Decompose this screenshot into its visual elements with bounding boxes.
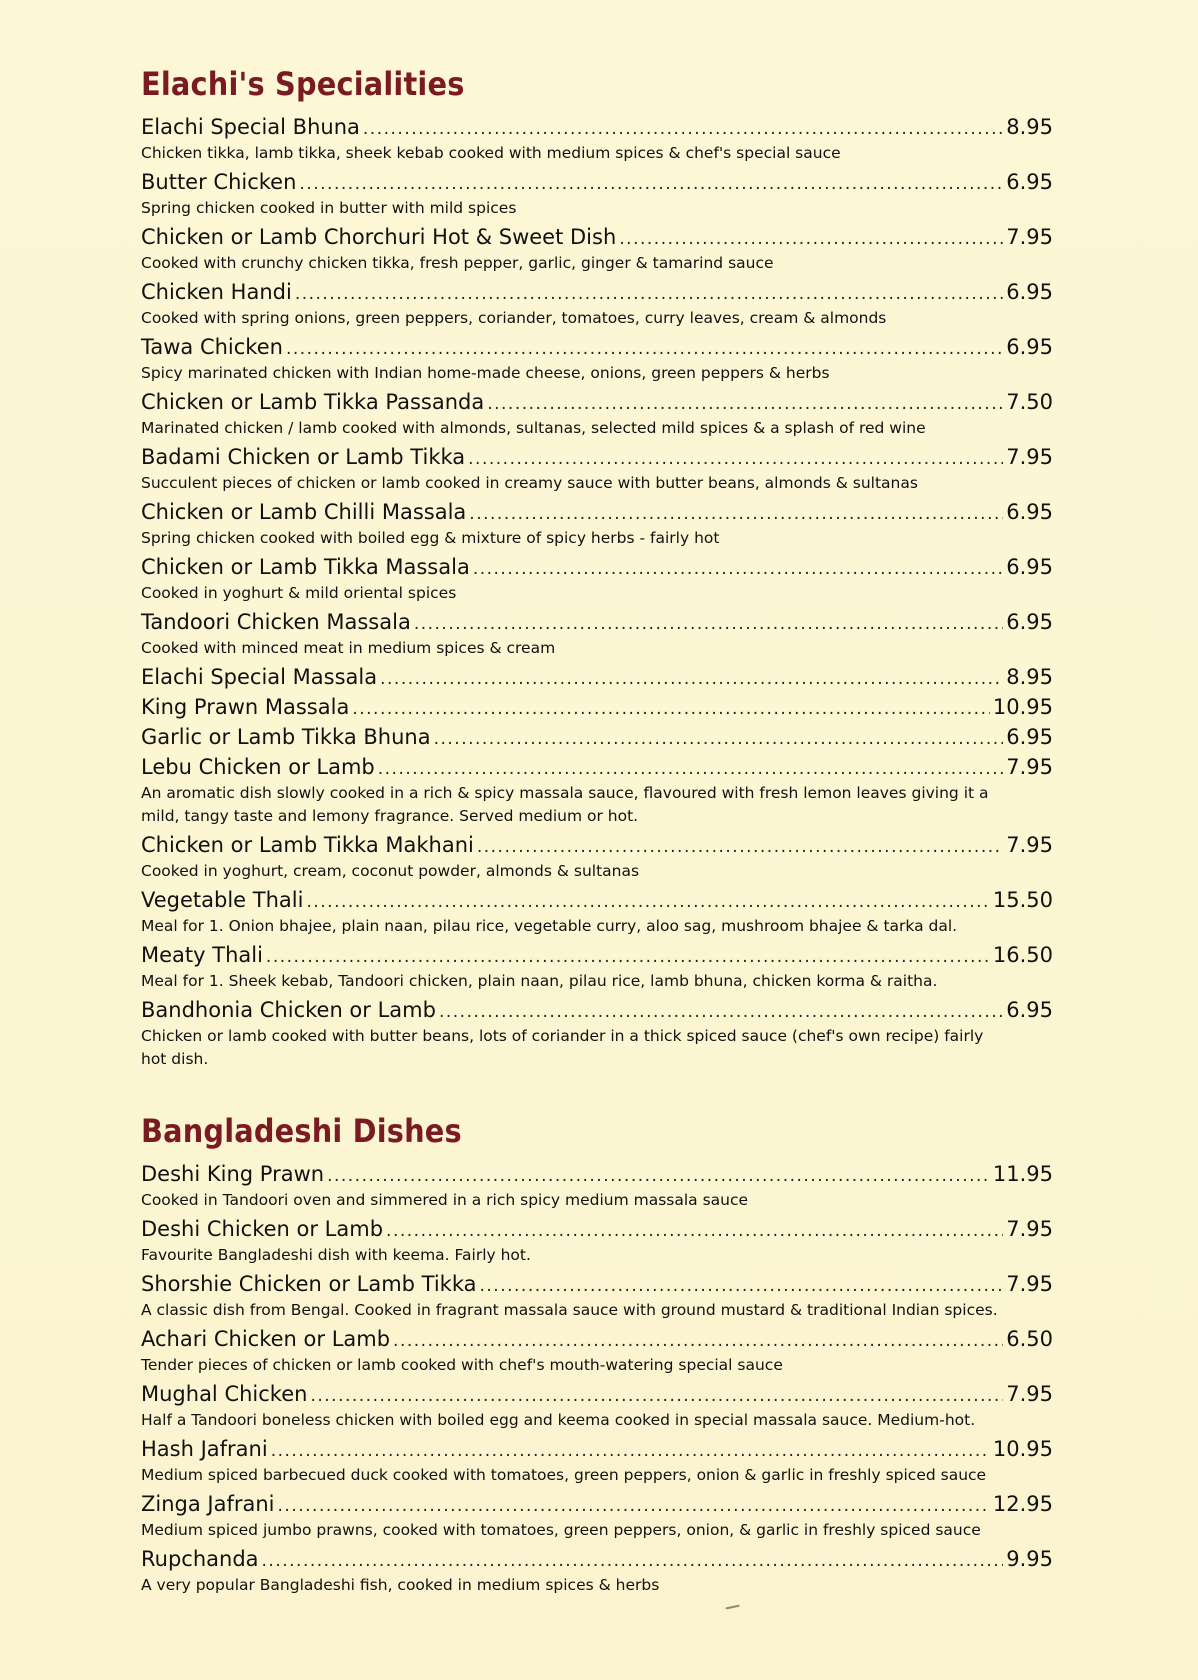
- dish-price: 16.50: [992, 943, 1053, 967]
- dot-leader: [477, 832, 1003, 862]
- dot-leader: [295, 279, 1003, 309]
- menu-item: [141, 1324, 1053, 1377]
- dish-name: Elachi Special Bhuna: [141, 115, 360, 139]
- dish-description: Cooked in yoghurt, cream, coconut powder, almonds & sultanas: [141, 862, 640, 880]
- dish-description: Spring chicken cooked with boiled egg & mixture of spicy herbs - fairly hot: [141, 529, 720, 547]
- menu-item-row: [141, 752, 1053, 782]
- dot-leader: [299, 169, 1003, 199]
- dish-name: Elachi Special Massala: [141, 665, 378, 689]
- dish-name: Lebu Chicken or Lamb: [141, 755, 375, 779]
- dish-name: Hash Jafrani: [141, 1437, 268, 1461]
- menu-item-row: [141, 167, 1053, 197]
- dish-price: 11.95: [992, 1162, 1053, 1186]
- menu-item-row: [141, 940, 1053, 970]
- menu-item-row: [141, 497, 1053, 527]
- menu-item-row: [141, 1269, 1053, 1299]
- dish-description: Medium spiced barbecued duck cooked with tomatoes, green peppers, onion & garlic in freshly spiced sauce: [141, 1466, 987, 1484]
- dot-leader: [310, 1381, 1003, 1411]
- dish-name: Deshi King Prawn: [141, 1162, 325, 1186]
- dot-leader: [286, 334, 1003, 364]
- dish-name: Vegetable Thali: [141, 888, 304, 912]
- dot-leader: [386, 1216, 1003, 1246]
- dish-name: Tandoori Chicken Massala: [141, 610, 411, 634]
- dish-price: 12.95: [992, 1492, 1053, 1516]
- menu-item-row: [141, 1544, 1053, 1574]
- dish-price: 15.50: [992, 888, 1053, 912]
- menu-item-row: [141, 1489, 1053, 1519]
- menu-item: [141, 830, 1053, 883]
- dot-leader: [619, 224, 1003, 254]
- dish-description: Marinated chicken / lamb cooked with almonds, sultanas, selected mild spices & a splash of red wine: [141, 419, 926, 437]
- menu-item: [141, 387, 1053, 440]
- dot-leader: [434, 724, 1004, 754]
- dish-description: Meal for 1. Sheek kebab, Tandoori chicken, plain naan, pilau rice, lamb bhuna, chicken korma & raitha.: [141, 972, 938, 990]
- dish-price: 6.95: [1006, 998, 1053, 1022]
- dish-name: Chicken or Lamb Tikka Passanda: [141, 390, 485, 414]
- menu-item: [141, 752, 1053, 828]
- dish-name: Chicken or Lamb Tikka Makhani: [141, 833, 474, 857]
- menu-item: [141, 1159, 1053, 1212]
- menu-item-row: [141, 830, 1053, 860]
- dish-price: 10.95: [992, 695, 1053, 719]
- dish-description: Cooked in Tandoori oven and simmered in a rich spicy medium massala sauce: [141, 1191, 749, 1209]
- dot-leader: [393, 1326, 1003, 1356]
- dish-name: Garlic or Lamb Tikka Bhuna: [141, 725, 431, 749]
- menu-item-row: [141, 1434, 1053, 1464]
- menu-item: [141, 607, 1053, 660]
- dish-price: 6.95: [1006, 280, 1053, 304]
- dish-price: 10.95: [992, 1437, 1053, 1461]
- dot-leader: [473, 554, 1003, 584]
- menu-item: [141, 662, 1053, 692]
- dish-description: Succulent pieces of chicken or lamb cooked in creamy sauce with butter beans, almonds & sultanas: [141, 474, 918, 492]
- menu-item-row: [141, 1324, 1053, 1354]
- dish-price: 8.95: [1006, 665, 1053, 689]
- menu-item-row: [141, 332, 1053, 362]
- menu-item-row: [141, 1214, 1053, 1244]
- dish-price: 7.95: [1006, 445, 1053, 469]
- dish-price: 6.95: [1006, 610, 1053, 634]
- dish-price: 7.95: [1006, 755, 1053, 779]
- menu-item: [141, 995, 1053, 1071]
- dish-name: King Prawn Massala: [141, 695, 350, 719]
- menu-item-row: [141, 722, 1053, 752]
- dish-description: A classic dish from Bengal. Cooked in fragrant massala sauce with ground mustard & traditional Indian spices.: [141, 1301, 998, 1319]
- menu-item: [141, 1544, 1053, 1597]
- dish-name: Badami Chicken or Lamb Tikka: [141, 445, 466, 469]
- dish-description: An aromatic dish slowly cooked in a rich & spicy massala sauce, flavoured with fresh lemon leaves giving it a mild, tangy taste and lemony fragrance. Served medium or hot.: [141, 784, 989, 825]
- dish-price: 6.95: [1006, 725, 1053, 749]
- dish-description: Cooked in yoghurt & mild oriental spices: [141, 584, 457, 602]
- menu-item: [141, 497, 1053, 550]
- menu-item: [141, 1269, 1053, 1322]
- menu-item-row: [141, 692, 1053, 722]
- dish-description: Spring chicken cooked in butter with mild spices: [141, 199, 517, 217]
- menu-item: [141, 1489, 1053, 1542]
- dot-leader: [468, 444, 1003, 474]
- menu-item: [141, 222, 1053, 275]
- dot-leader: [266, 942, 990, 972]
- menu-item: [141, 332, 1053, 385]
- menu-item: [141, 112, 1053, 165]
- dish-name: Meaty Thali: [141, 943, 263, 967]
- dish-description: Chicken or lamb cooked with butter beans, lots of coriander in a thick spiced sauce (chef's own recipe) fairly hot dish.: [141, 1027, 984, 1068]
- menu-item: [141, 277, 1053, 330]
- menu-item-row: [141, 112, 1053, 142]
- menu-item-row: [141, 277, 1053, 307]
- dish-price: 7.95: [1006, 1272, 1053, 1296]
- dish-name: Zinga Jafrani: [141, 1492, 275, 1516]
- dish-name: Shorshie Chicken or Lamb Tikka: [141, 1272, 477, 1296]
- menu-item-row: [141, 442, 1053, 472]
- menu-item-row: [141, 995, 1053, 1025]
- menu-section: [141, 1109, 1053, 1597]
- dish-description: A very popular Bangladeshi fish, cooked in medium spices & herbs: [141, 1576, 660, 1594]
- dish-name: Mughal Chicken: [141, 1382, 308, 1406]
- dish-name: Butter Chicken: [141, 170, 297, 194]
- dish-name: Tawa Chicken: [141, 335, 283, 359]
- dish-price: 7.95: [1006, 1382, 1053, 1406]
- menu-item: [141, 552, 1053, 605]
- dish-name: Deshi Chicken or Lamb: [141, 1217, 384, 1241]
- dish-name: Bandhonia Chicken or Lamb: [141, 998, 436, 1022]
- dot-leader: [278, 1491, 990, 1521]
- dot-leader: [414, 609, 1003, 639]
- menu-content: [141, 62, 1053, 1599]
- menu-section: [141, 62, 1053, 1071]
- dish-description: Spicy marinated chicken with Indian home-made cheese, onions, green peppers & herbs: [141, 364, 830, 382]
- menu-item: [141, 1214, 1053, 1267]
- menu-item-row: [141, 662, 1053, 692]
- menu-item: [141, 885, 1053, 938]
- menu-item-row: [141, 607, 1053, 637]
- menu-item-row: [141, 387, 1053, 417]
- dish-description: Chicken tikka, lamb tikka, sheek kebab cooked with medium spices & chef's special sauce: [141, 144, 841, 162]
- dot-leader: [306, 887, 989, 917]
- paper-mark: [726, 1605, 741, 1614]
- menu-item: [141, 1379, 1053, 1432]
- dot-leader: [327, 1161, 990, 1191]
- menu-item-row: [141, 885, 1053, 915]
- dish-name: Rupchanda: [141, 1547, 259, 1571]
- dish-name: Chicken or Lamb Chilli Massala: [141, 500, 467, 524]
- dish-price: 7.95: [1006, 1217, 1053, 1241]
- menu-item: [141, 442, 1053, 495]
- menu-item: [141, 722, 1053, 752]
- dot-leader: [487, 389, 1003, 419]
- dish-description: Half a Tandoori boneless chicken with boiled egg and keema cooked in special massala sauce. Medium-hot.: [141, 1411, 976, 1429]
- dot-leader: [439, 997, 1003, 1027]
- dot-leader: [271, 1436, 990, 1466]
- menu-item-row: [141, 552, 1053, 582]
- dish-description: Tender pieces of chicken or lamb cooked with chef's mouth-watering special sauce: [141, 1356, 783, 1374]
- menu-item-row: [141, 222, 1053, 252]
- dot-leader: [352, 694, 990, 724]
- dish-price: 7.95: [1006, 833, 1053, 857]
- dish-price: 6.50: [1006, 1327, 1053, 1351]
- dish-name: Chicken Handi: [141, 280, 292, 304]
- dish-description: Cooked with minced meat in medium spices & cream: [141, 639, 556, 657]
- dish-price: 6.95: [1006, 335, 1053, 359]
- dish-description: Favourite Bangladeshi dish with keema. Fairly hot.: [141, 1246, 531, 1264]
- dish-description: Cooked with crunchy chicken tikka, fresh pepper, garlic, ginger & tamarind sauce: [141, 254, 774, 272]
- dish-description: Cooked with spring onions, green peppers, coriander, tomatoes, curry leaves, cream & almonds: [141, 309, 887, 327]
- menu-item: [141, 692, 1053, 722]
- menu-item: [141, 1434, 1053, 1487]
- dish-name: Achari Chicken or Lamb: [141, 1327, 391, 1351]
- dish-price: 6.95: [1006, 170, 1053, 194]
- dot-leader: [469, 499, 1003, 529]
- dish-price: 7.95: [1006, 225, 1053, 249]
- dish-name: Chicken or Lamb Tikka Massala: [141, 555, 470, 579]
- dish-price: 8.95: [1006, 115, 1053, 139]
- section-title: Elachi's Specialities: [141, 65, 465, 103]
- dot-leader: [262, 1546, 1004, 1576]
- dish-description: Medium spiced jumbo prawns, cooked with tomatoes, green peppers, onion, & garlic in freshly spiced sauce: [141, 1521, 981, 1539]
- dot-leader: [380, 664, 1003, 694]
- dish-price: 7.50: [1006, 390, 1053, 414]
- menu-item-row: [141, 1379, 1053, 1409]
- dish-price: 6.95: [1006, 500, 1053, 524]
- menu-item-row: [141, 1159, 1053, 1189]
- menu-item: [141, 940, 1053, 993]
- dot-leader: [480, 1271, 1004, 1301]
- section-title: Bangladeshi Dishes: [141, 1112, 462, 1150]
- dot-leader: [363, 114, 1003, 144]
- dot-leader: [378, 754, 1003, 784]
- dish-price: 9.95: [1006, 1547, 1053, 1571]
- dish-description: Meal for 1. Onion bhajee, plain naan, pilau rice, vegetable curry, aloo sag, mushroom bhajee & tarka dal.: [141, 917, 958, 935]
- dish-name: Chicken or Lamb Chorchuri Hot & Sweet Dish: [141, 225, 617, 249]
- dish-price: 6.95: [1006, 555, 1053, 579]
- menu-item: [141, 167, 1053, 220]
